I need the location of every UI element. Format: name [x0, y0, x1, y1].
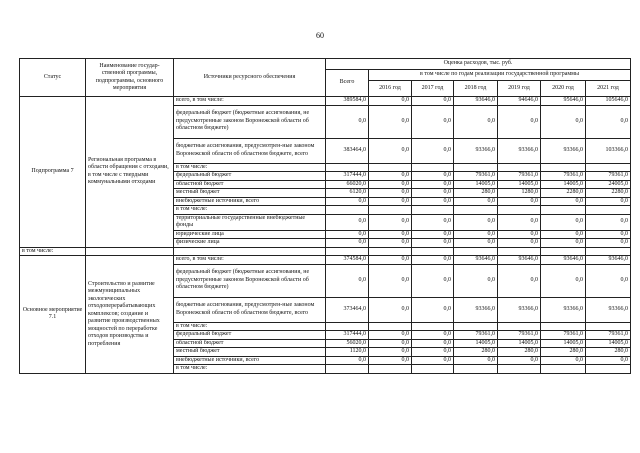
- value-cell: 0,0: [412, 297, 454, 322]
- value-cell: 0,0: [454, 356, 498, 365]
- header-year: 2018 год: [454, 81, 498, 97]
- value-cell: [541, 163, 586, 172]
- source-cell: федеральный бюджет (бюджетные ассигнования, не предусмотренные законом Воронежской области об областном бюджете): [174, 264, 326, 297]
- value-cell: 383464,0: [326, 138, 369, 163]
- value-cell: 2280,0: [586, 189, 631, 198]
- value-cell: 0,0: [541, 105, 586, 138]
- value-cell: 79361,0: [541, 172, 586, 181]
- value-cell: 0,0: [586, 356, 631, 365]
- value-cell: 14005,0: [586, 339, 631, 348]
- value-cell: [586, 206, 631, 215]
- value-cell: 14005,0: [498, 180, 541, 189]
- value-cell: [541, 206, 586, 215]
- value-cell: 0,0: [498, 214, 541, 230]
- source-cell: всего, в том числе:: [174, 97, 326, 106]
- header-year: 2017 год: [412, 81, 454, 97]
- table-row: [20, 97, 631, 106]
- value-cell: 0,0: [412, 356, 454, 365]
- header-year: 2020 год: [541, 81, 586, 97]
- value-cell: 93646,0: [454, 256, 498, 265]
- source-cell: внебюджетные источники, всего: [174, 197, 326, 206]
- value-cell: [586, 365, 631, 374]
- value-cell: 280,0: [586, 348, 631, 357]
- value-cell: 0,0: [369, 214, 412, 230]
- value-cell: 0,0: [326, 197, 369, 206]
- value-cell: 0,0: [586, 230, 631, 239]
- value-cell: [586, 163, 631, 172]
- value-cell: 0,0: [498, 356, 541, 365]
- value-cell: 0,0: [326, 214, 369, 230]
- value-cell: [412, 163, 454, 172]
- source-cell: внебюджетные источники, всего: [174, 356, 326, 365]
- value-cell: 1120,0: [326, 348, 369, 357]
- value-cell: 0,0: [541, 239, 586, 248]
- value-cell: 93646,0: [454, 97, 498, 106]
- value-cell: 0,0: [369, 356, 412, 365]
- value-cell: 0,0: [369, 256, 412, 265]
- source-cell: местный бюджет: [174, 189, 326, 198]
- source-cell: территориальные государственные внебюджетные фонды: [174, 214, 326, 230]
- value-cell: 93646,0: [498, 256, 541, 265]
- including-row: [20, 247, 631, 256]
- value-cell: 94646,0: [498, 97, 541, 106]
- value-cell: [586, 322, 631, 331]
- value-cell: 79361,0: [454, 331, 498, 340]
- value-cell: 0,0: [369, 348, 412, 357]
- value-cell: 0,0: [454, 105, 498, 138]
- value-cell: 0,0: [586, 264, 631, 297]
- value-cell: 0,0: [369, 230, 412, 239]
- value-cell: 105646,0: [586, 97, 631, 106]
- value-cell: 0,0: [412, 256, 454, 265]
- value-cell: [454, 322, 498, 331]
- source-cell: в том числе:: [174, 206, 326, 215]
- value-cell: 0,0: [369, 180, 412, 189]
- value-cell: 79361,0: [586, 172, 631, 181]
- value-cell: 93366,0: [498, 297, 541, 322]
- value-cell: [498, 322, 541, 331]
- value-cell: 0,0: [412, 348, 454, 357]
- header-year: 2016 год: [369, 81, 412, 97]
- value-cell: 0,0: [454, 239, 498, 248]
- value-cell: 0,0: [412, 230, 454, 239]
- value-cell: 0,0: [412, 264, 454, 297]
- empty-cell: [86, 247, 174, 256]
- value-cell: 93366,0: [498, 138, 541, 163]
- value-cell: 0,0: [412, 172, 454, 181]
- page-number: 60: [316, 31, 324, 40]
- value-cell: [498, 365, 541, 374]
- value-cell: [326, 206, 369, 215]
- value-cell: 0,0: [326, 264, 369, 297]
- source-cell: федеральный бюджет: [174, 172, 326, 181]
- empty-cell: [586, 247, 631, 256]
- value-cell: 374584,0: [326, 256, 369, 265]
- value-cell: 79361,0: [498, 172, 541, 181]
- value-cell: 0,0: [369, 331, 412, 340]
- value-cell: 66020,0: [326, 180, 369, 189]
- value-cell: 0,0: [454, 264, 498, 297]
- value-cell: [369, 322, 412, 331]
- value-cell: 0,0: [498, 105, 541, 138]
- source-cell: в том числе:: [174, 163, 326, 172]
- value-cell: 0,0: [369, 172, 412, 181]
- value-cell: [326, 163, 369, 172]
- empty-cell: [498, 247, 541, 256]
- value-cell: 79361,0: [454, 172, 498, 181]
- value-cell: 0,0: [498, 264, 541, 297]
- value-cell: [369, 206, 412, 215]
- value-cell: 0,0: [369, 189, 412, 198]
- value-cell: 0,0: [369, 339, 412, 348]
- value-cell: 0,0: [369, 97, 412, 106]
- value-cell: 0,0: [369, 297, 412, 322]
- value-cell: 0,0: [541, 214, 586, 230]
- header-status: Статус: [20, 59, 86, 97]
- value-cell: [412, 322, 454, 331]
- value-cell: 0,0: [369, 138, 412, 163]
- value-cell: [541, 322, 586, 331]
- empty-cell: [369, 247, 412, 256]
- empty-cell: [174, 247, 326, 256]
- value-cell: 93646,0: [541, 256, 586, 265]
- header-estimate: Оценка расходов, тыс. руб.: [326, 59, 631, 70]
- value-cell: 0,0: [586, 197, 631, 206]
- source-cell: в том числе:: [174, 322, 326, 331]
- table-row: [20, 256, 631, 265]
- value-cell: 93366,0: [586, 297, 631, 322]
- value-cell: 0,0: [326, 239, 369, 248]
- value-cell: 0,0: [541, 197, 586, 206]
- value-cell: 79361,0: [498, 331, 541, 340]
- value-cell: 0,0: [369, 239, 412, 248]
- empty-cell: [412, 247, 454, 256]
- value-cell: [454, 206, 498, 215]
- source-cell: областной бюджет: [174, 339, 326, 348]
- header-year: 2019 год: [498, 81, 541, 97]
- value-cell: 0,0: [369, 197, 412, 206]
- value-cell: 0,0: [369, 264, 412, 297]
- source-cell: физические лица: [174, 239, 326, 248]
- budget-table: [19, 58, 631, 374]
- source-cell: местный бюджет: [174, 348, 326, 357]
- value-cell: 93366,0: [541, 297, 586, 322]
- source-cell: областной бюджет: [174, 180, 326, 189]
- row-program-name: Региональная программа в области обращения с отходами, в том числе с твердыми коммунальными отходами: [86, 97, 174, 248]
- value-cell: 93366,0: [541, 138, 586, 163]
- value-cell: [412, 206, 454, 215]
- value-cell: 93366,0: [454, 297, 498, 322]
- source-cell: всего, в том числе:: [174, 256, 326, 265]
- row-program-name: Строительство и развитие межмуниципальных экологических отходоперерабатывающих комплексов; создание и развитие производственных мощностей по переработке отходов производства и потребления: [86, 256, 174, 374]
- value-cell: 0,0: [412, 214, 454, 230]
- value-cell: 0,0: [412, 138, 454, 163]
- source-cell: в том числе:: [174, 365, 326, 374]
- value-cell: 0,0: [412, 339, 454, 348]
- value-cell: 0,0: [412, 105, 454, 138]
- value-cell: 0,0: [454, 214, 498, 230]
- value-cell: 14005,0: [454, 339, 498, 348]
- value-cell: 0,0: [541, 264, 586, 297]
- header-program-name: Наименование государ-ственной программы, подпрограммы, основного мероприятия: [86, 59, 174, 97]
- value-cell: 0,0: [326, 230, 369, 239]
- value-cell: 280,0: [541, 348, 586, 357]
- value-cell: 103366,0: [586, 138, 631, 163]
- value-cell: 6120,0: [326, 189, 369, 198]
- value-cell: [541, 365, 586, 374]
- value-cell: 0,0: [412, 189, 454, 198]
- value-cell: [454, 365, 498, 374]
- including-label: в том числе:: [20, 247, 86, 256]
- value-cell: 0,0: [412, 180, 454, 189]
- value-cell: 24005,0: [586, 180, 631, 189]
- value-cell: 0,0: [498, 197, 541, 206]
- value-cell: 280,0: [454, 189, 498, 198]
- value-cell: 0,0: [412, 97, 454, 106]
- value-cell: 0,0: [454, 230, 498, 239]
- value-cell: 56020,0: [326, 339, 369, 348]
- source-cell: бюджетные ассигнования, предусмотрен-ные законом Воронежской области об областном бюджете, всего: [174, 297, 326, 322]
- empty-cell: [326, 247, 369, 256]
- value-cell: 0,0: [586, 239, 631, 248]
- value-cell: 0,0: [498, 239, 541, 248]
- value-cell: 0,0: [326, 356, 369, 365]
- value-cell: 79361,0: [586, 331, 631, 340]
- value-cell: 93366,0: [454, 138, 498, 163]
- header-by-years: в том числе по годам реализации государственной программы: [369, 70, 631, 81]
- empty-cell: [454, 247, 498, 256]
- value-cell: 95646,0: [541, 97, 586, 106]
- row-status: Основное мероприятие 7.1: [20, 256, 86, 374]
- value-cell: [454, 163, 498, 172]
- value-cell: 280,0: [454, 348, 498, 357]
- value-cell: [498, 206, 541, 215]
- header-sources: Источники ресурсного обеспечения: [174, 59, 326, 97]
- value-cell: 373464,0: [326, 297, 369, 322]
- value-cell: [369, 365, 412, 374]
- value-cell: 1280,0: [498, 189, 541, 198]
- value-cell: [326, 322, 369, 331]
- value-cell: 14005,0: [454, 180, 498, 189]
- source-cell: юридические лица: [174, 230, 326, 239]
- value-cell: 0,0: [412, 197, 454, 206]
- source-cell: бюджетные ассигнования, предусмотрен-ные законом Воронежской области об областном бюджете, всего: [174, 138, 326, 163]
- header-total: Всего: [326, 70, 369, 97]
- value-cell: 280,0: [498, 348, 541, 357]
- value-cell: [369, 163, 412, 172]
- value-cell: 0,0: [541, 356, 586, 365]
- value-cell: 0,0: [586, 214, 631, 230]
- value-cell: [498, 163, 541, 172]
- value-cell: 14005,0: [541, 180, 586, 189]
- value-cell: 0,0: [541, 230, 586, 239]
- value-cell: 2280,0: [541, 189, 586, 198]
- value-cell: 0,0: [412, 331, 454, 340]
- value-cell: 389584,0: [326, 97, 369, 106]
- empty-cell: [541, 247, 586, 256]
- header-year: 2021 год: [586, 81, 631, 97]
- value-cell: 0,0: [454, 197, 498, 206]
- value-cell: 14005,0: [541, 339, 586, 348]
- row-status: Подпрограмма 7: [20, 97, 86, 248]
- source-cell: федеральный бюджет (бюджетные ассигнования, не предусмотренные законом Воронежской области об областном бюджете): [174, 105, 326, 138]
- value-cell: 317444,0: [326, 331, 369, 340]
- value-cell: 0,0: [369, 105, 412, 138]
- value-cell: 317444,0: [326, 172, 369, 181]
- value-cell: [326, 365, 369, 374]
- value-cell: 0,0: [412, 239, 454, 248]
- value-cell: 0,0: [498, 230, 541, 239]
- source-cell: федеральный бюджет: [174, 331, 326, 340]
- value-cell: 79361,0: [541, 331, 586, 340]
- value-cell: [412, 365, 454, 374]
- value-cell: 93646,0: [586, 256, 631, 265]
- value-cell: 0,0: [326, 105, 369, 138]
- value-cell: 0,0: [586, 105, 631, 138]
- value-cell: 14005,0: [498, 339, 541, 348]
